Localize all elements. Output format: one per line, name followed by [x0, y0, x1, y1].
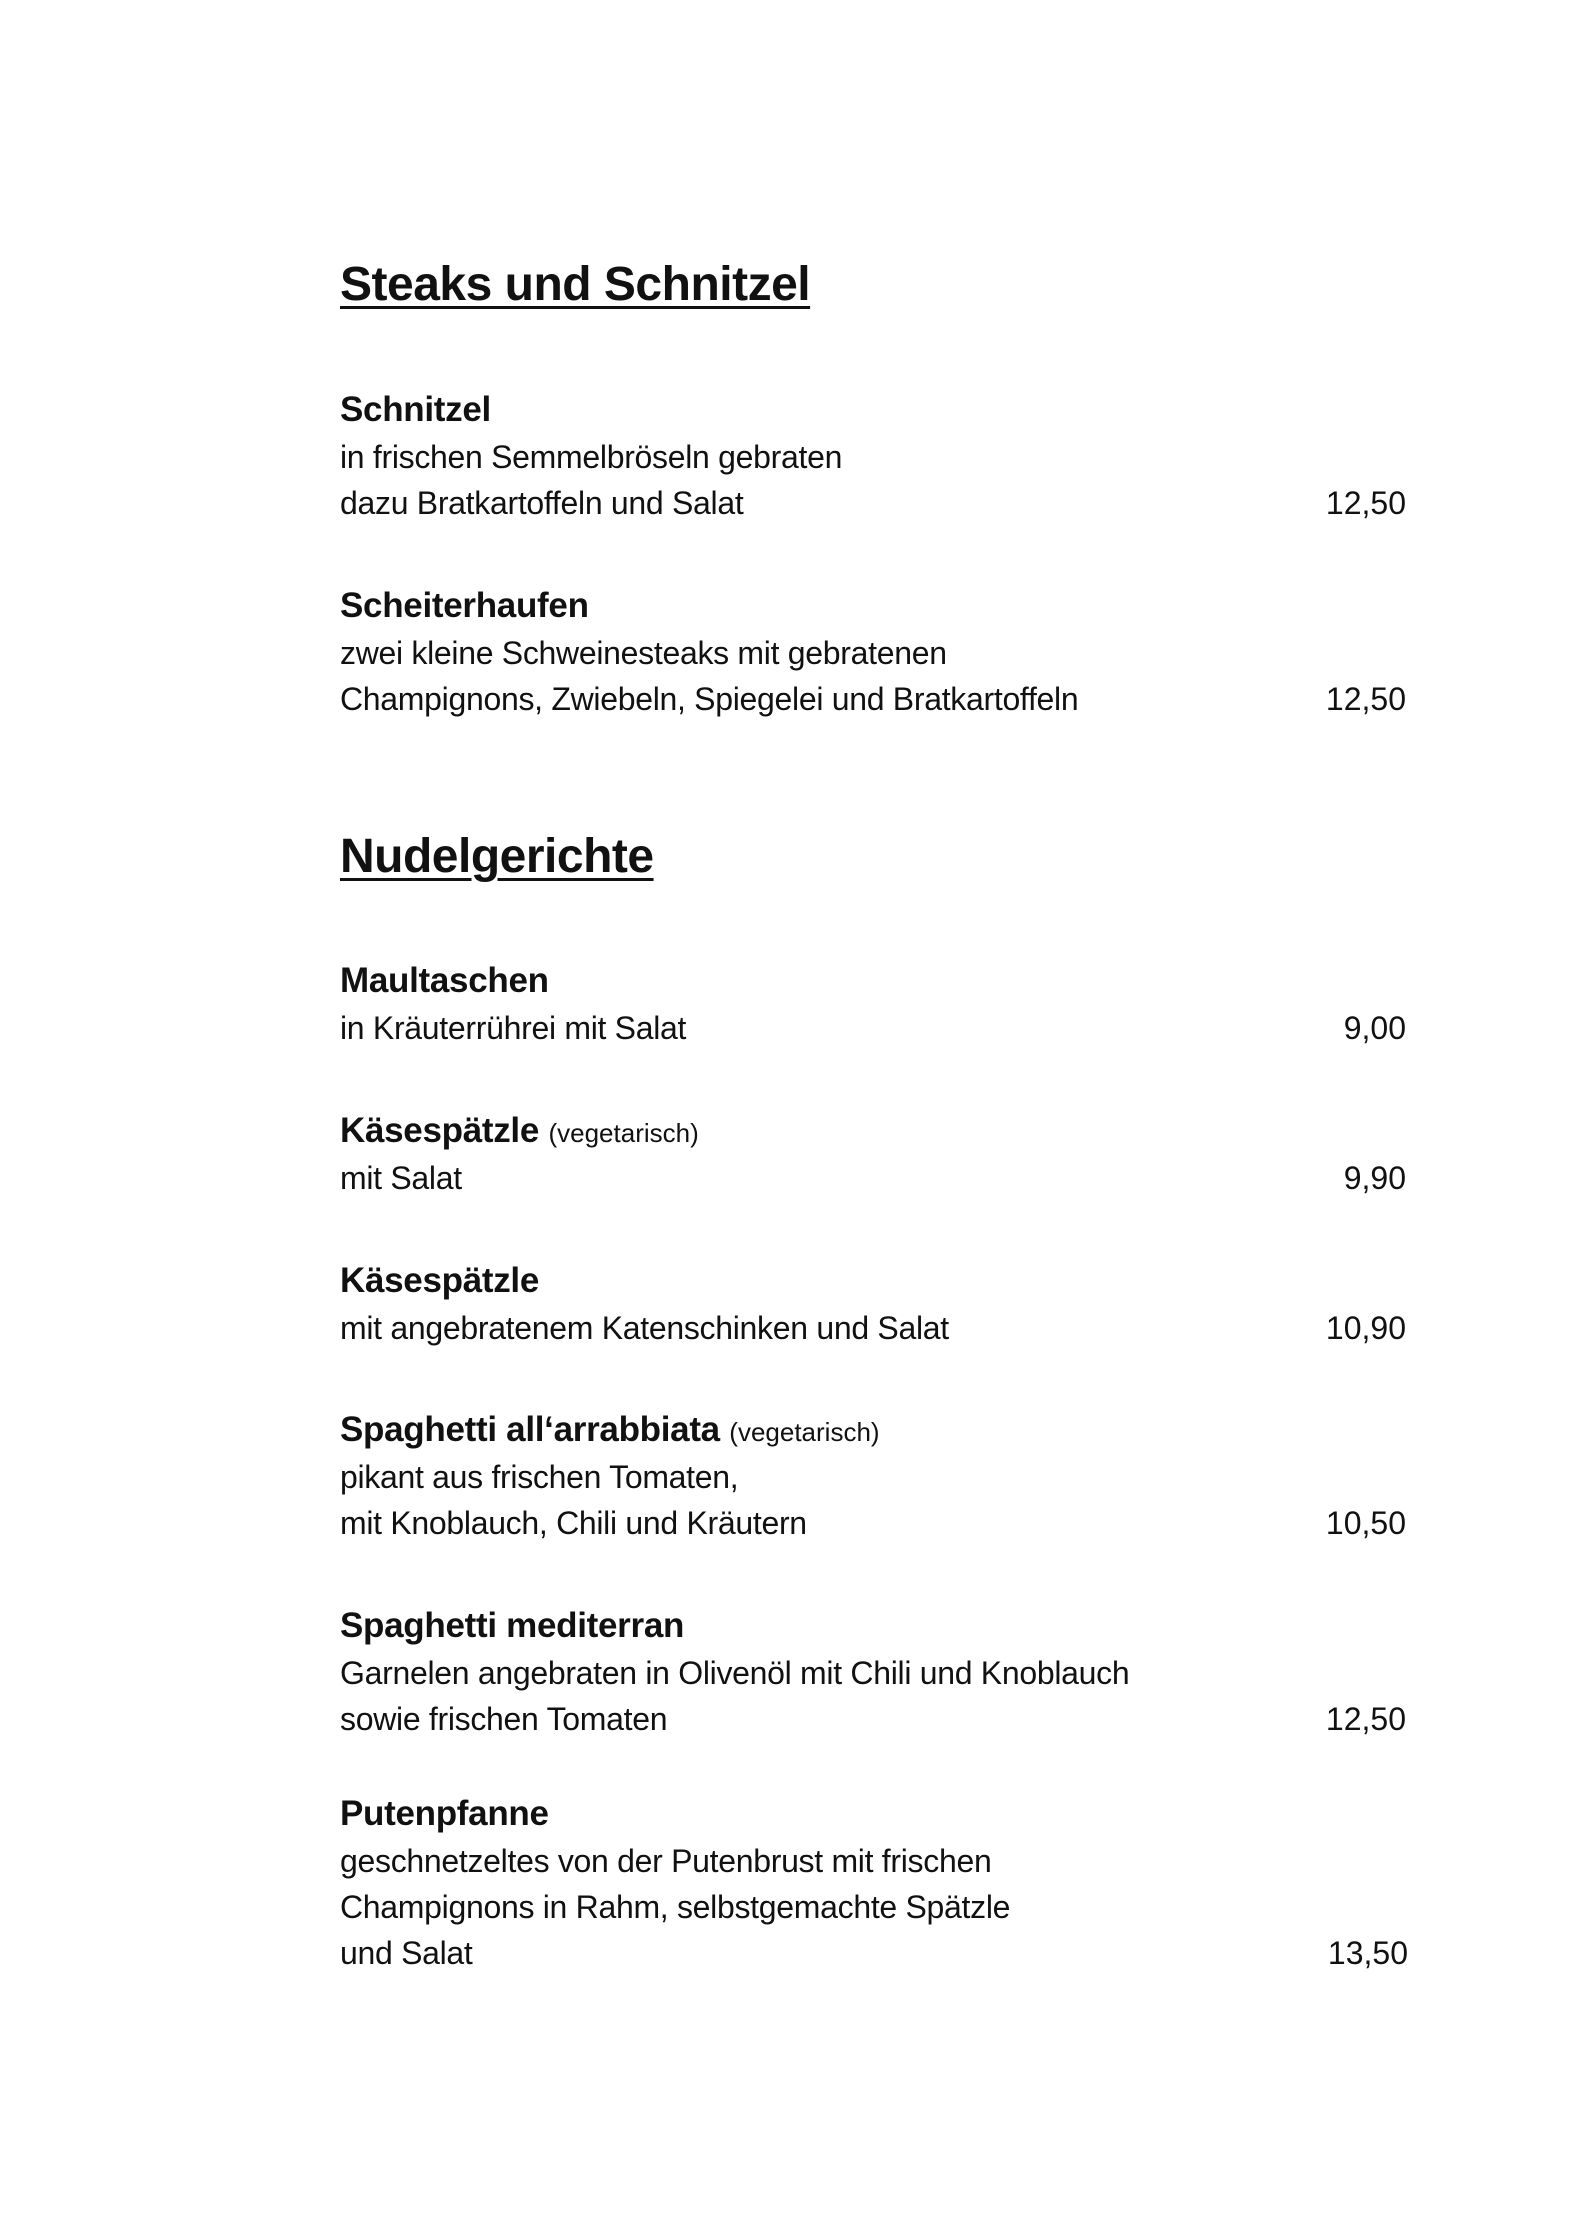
item-name: Putenpfanne — [340, 1794, 549, 1833]
item-name: Schnitzel — [340, 390, 491, 429]
item-description: und Salat — [340, 1935, 473, 1971]
item-description: in frischen Semmelbröseln gebraten — [340, 439, 843, 475]
item-name: Käsespätzle — [340, 1111, 540, 1150]
item-name: Maultaschen — [340, 961, 549, 1000]
item-price: 13,50 — [1327, 1935, 1408, 1971]
item-description: in Kräuterrührei mit Salat — [340, 1010, 687, 1046]
item-description: Garnelen angebraten in Olivenöl mit Chili und Knoblauch — [340, 1655, 1130, 1691]
menu-item-scheiterhaufen — [340, 582, 1406, 722]
menu-item-spaghetti-mediterran — [340, 1602, 1406, 1742]
section-heading-steaks: Steaks und Schnitzel — [340, 258, 811, 311]
item-note: (vegetarisch) — [729, 1417, 880, 1447]
item-description: Champignons in Rahm, selbstgemachte Spätzle — [340, 1889, 1011, 1925]
item-name: Spaghetti all‘arrabbiata — [340, 1410, 720, 1449]
section-heading-nudelgerichte: Nudelgerichte — [340, 830, 654, 883]
item-description: pikant aus frischen Tomaten, — [340, 1459, 739, 1495]
menu-item-spaghetti-arrabbiata — [340, 1406, 1406, 1546]
item-description: sowie frischen Tomaten — [340, 1701, 668, 1737]
item-description: dazu Bratkartoffeln und Salat — [340, 485, 744, 521]
item-name-row — [340, 1406, 1406, 1454]
item-price: 12,50 — [1325, 485, 1406, 521]
item-price: 9,90 — [1343, 1160, 1406, 1196]
menu-item-maultaschen — [340, 957, 1406, 1051]
item-price: 10,90 — [1325, 1310, 1406, 1346]
item-price: 12,50 — [1325, 1701, 1406, 1737]
item-description: mit Knoblauch, Chili und Kräutern — [340, 1505, 807, 1541]
item-price: 9,00 — [1343, 1010, 1406, 1046]
item-description: mit angebratenem Katenschinken und Salat — [340, 1310, 949, 1346]
item-description: zwei kleine Schweinesteaks mit gebratenen — [340, 635, 947, 671]
menu-item-kaesespaetzle-schinken — [340, 1257, 1406, 1351]
item-description: Champignons, Zwiebeln, Spiegelei und Bratkartoffeln — [340, 681, 1079, 717]
menu-item-kaesespaetzle-vegetarisch — [340, 1107, 1406, 1201]
item-name-row — [340, 1107, 1406, 1155]
menu-item-schnitzel — [340, 386, 1406, 526]
menu-item-putenpfanne — [340, 1790, 1408, 1976]
item-note: (vegetarisch) — [548, 1118, 699, 1148]
item-name: Käsespätzle — [340, 1261, 540, 1300]
item-name: Scheiterhaufen — [340, 586, 589, 625]
item-price: 12,50 — [1325, 681, 1406, 717]
item-name: Spaghetti mediterran — [340, 1606, 685, 1645]
item-price: 10,50 — [1325, 1505, 1406, 1541]
item-description: geschnetzeltes von der Putenbrust mit frischen — [340, 1843, 992, 1879]
item-description: mit Salat — [340, 1160, 462, 1196]
